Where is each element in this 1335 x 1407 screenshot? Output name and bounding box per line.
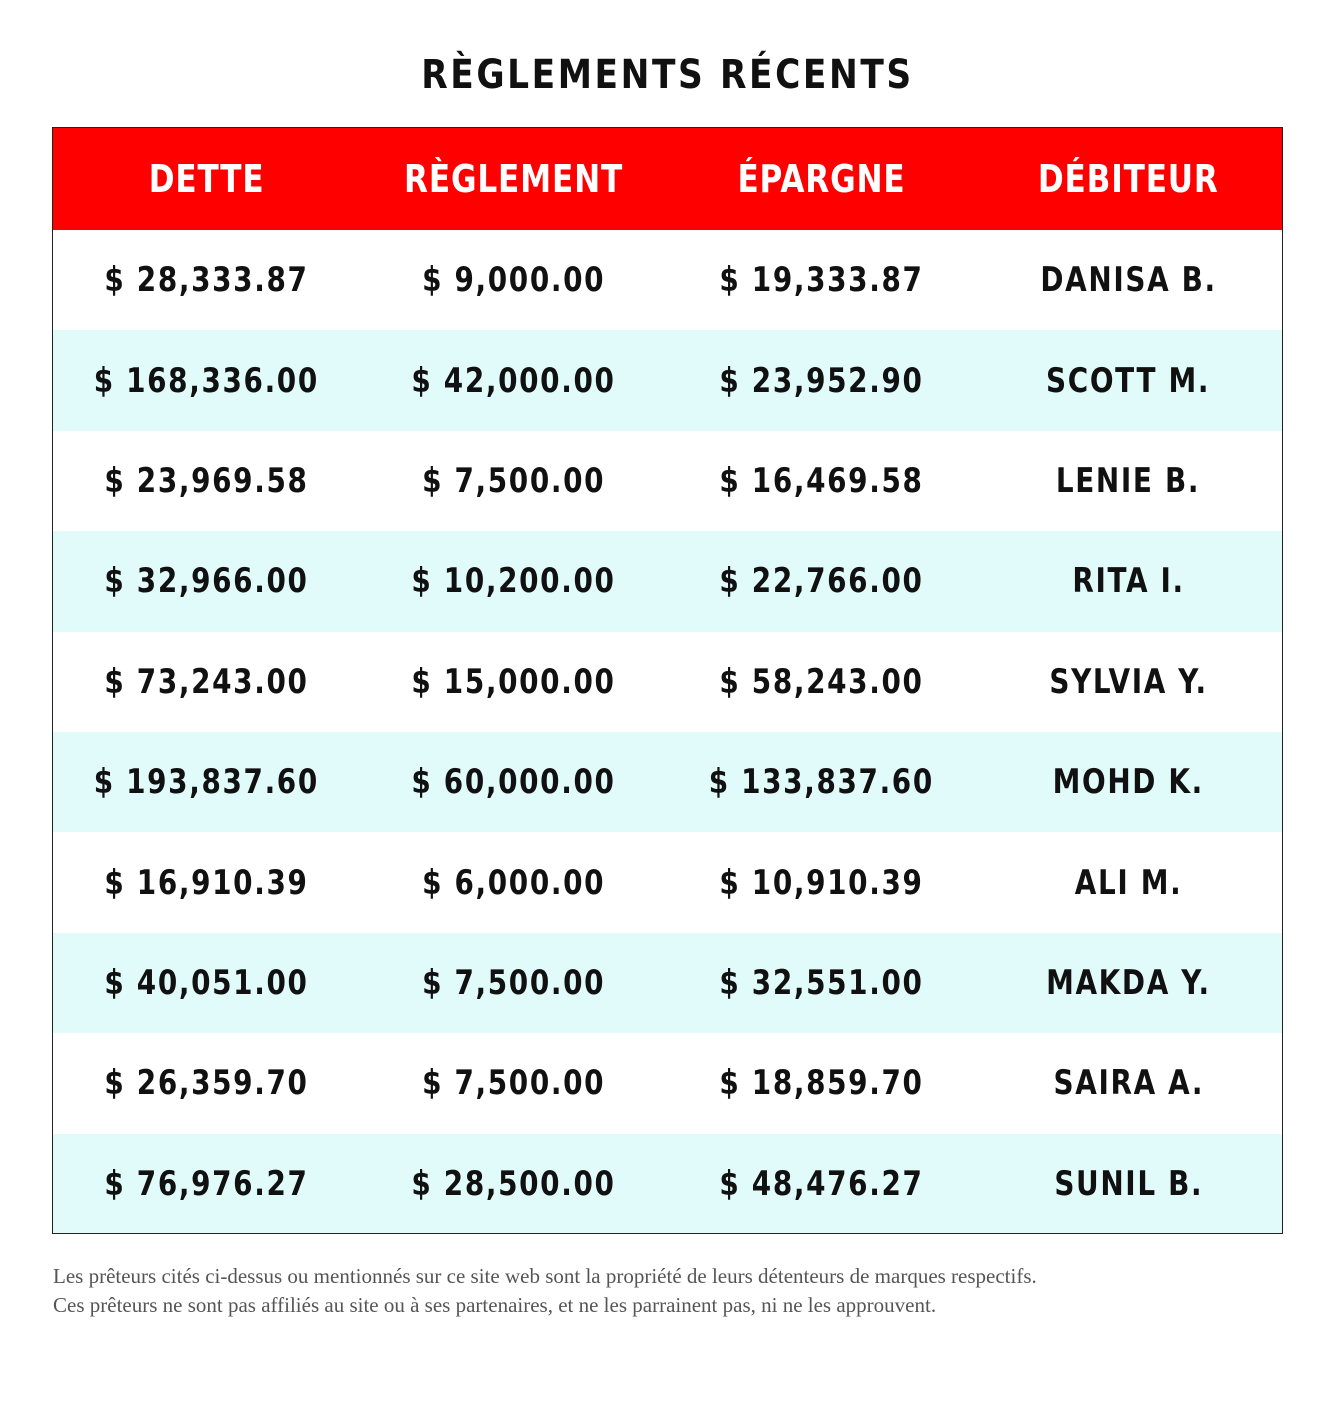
cell-debt-value: $ 23,969.58	[104, 460, 309, 501]
cell-debt	[53, 832, 360, 932]
cell-debtor	[975, 1134, 1282, 1234]
header-debtor	[975, 128, 1282, 230]
cell-savings	[668, 1134, 975, 1234]
cell-debt-value: $ 32,966.00	[104, 561, 309, 602]
cell-settlement	[360, 933, 667, 1033]
cell-settlement	[360, 230, 667, 330]
cell-savings-value: $ 58,243.00	[719, 661, 924, 702]
cell-debtor-value: MAKDA Y.	[1046, 962, 1211, 1003]
cell-debt	[53, 732, 360, 832]
table-row	[53, 1033, 1282, 1133]
cell-debtor	[975, 632, 1282, 732]
cell-settlement	[360, 1134, 667, 1234]
header-savings	[668, 128, 975, 230]
cell-savings-value: $ 48,476.27	[719, 1163, 924, 1204]
table-row	[53, 330, 1282, 430]
table-row	[53, 431, 1282, 531]
cell-savings-value: $ 22,766.00	[719, 561, 924, 602]
cell-savings	[668, 230, 975, 330]
table-row	[53, 632, 1282, 732]
page-title: RÈGLEMENTS RÉCENTS	[421, 52, 914, 98]
cell-debtor	[975, 531, 1282, 631]
cell-settlement-value: $ 15,000.00	[411, 661, 616, 702]
cell-savings	[668, 531, 975, 631]
disclaimer	[53, 1262, 1293, 1320]
cell-debtor-value: MOHD K.	[1052, 762, 1205, 803]
header-savings-label: ÉPARGNE	[737, 157, 906, 201]
cell-settlement	[360, 632, 667, 732]
cell-debt	[53, 632, 360, 732]
cell-debt-value: $ 28,333.87	[104, 260, 309, 301]
cell-settlement-value: $ 28,500.00	[411, 1163, 616, 1204]
cell-debt-value: $ 16,910.39	[104, 862, 309, 903]
table-row	[53, 1134, 1282, 1234]
table-row	[53, 832, 1282, 932]
cell-settlement-value: $ 6,000.00	[422, 862, 606, 903]
cell-debtor	[975, 832, 1282, 932]
cell-debtor	[975, 1033, 1282, 1133]
disclaimer-line-2: Ces prêteurs ne sont pas affiliés au site ou à ses partenaires, et ne les parrainent pas, ni ne les approuvent.	[53, 1293, 937, 1317]
header-debt-label: DETTE	[148, 157, 265, 201]
header-settlement	[360, 128, 667, 230]
table-header-row	[53, 128, 1282, 230]
cell-debt	[53, 431, 360, 531]
cell-debt-value: $ 76,976.27	[104, 1163, 309, 1204]
cell-settlement	[360, 732, 667, 832]
cell-settlement	[360, 330, 667, 430]
cell-settlement-value: $ 9,000.00	[422, 260, 606, 301]
disclaimer-line-1: Les prêteurs cités ci-dessus ou mentionnés sur ce site web sont la propriété de leurs détenteurs de marques respectifs.	[53, 1264, 1037, 1288]
cell-settlement	[360, 832, 667, 932]
cell-debt	[53, 531, 360, 631]
cell-settlement-value: $ 10,200.00	[411, 561, 616, 602]
cell-debt-value: $ 40,051.00	[104, 962, 309, 1003]
header-debtor-label: DÉBITEUR	[1037, 157, 1219, 201]
cell-debtor-value: SUNIL B.	[1053, 1163, 1203, 1204]
cell-savings-value: $ 23,952.90	[719, 360, 924, 401]
cell-savings-value: $ 16,469.58	[719, 460, 924, 501]
cell-savings	[668, 1033, 975, 1133]
cell-savings	[668, 431, 975, 531]
cell-debtor	[975, 230, 1282, 330]
cell-debt	[53, 933, 360, 1033]
cell-debtor-value: SAIRA A.	[1053, 1063, 1204, 1104]
cell-savings	[668, 732, 975, 832]
table-row	[53, 230, 1282, 330]
cell-debt-value: $ 168,336.00	[94, 360, 320, 401]
cell-settlement	[360, 1033, 667, 1133]
cell-savings	[668, 632, 975, 732]
cell-debtor-value: LENIE B.	[1056, 460, 1201, 501]
cell-savings	[668, 933, 975, 1033]
cell-settlement-value: $ 60,000.00	[411, 762, 616, 803]
cell-debtor	[975, 330, 1282, 430]
cell-debtor-value: SCOTT M.	[1046, 360, 1211, 401]
cell-debt	[53, 1134, 360, 1234]
cell-savings	[668, 832, 975, 932]
cell-debtor-value: SYLVIA Y.	[1049, 661, 1208, 702]
cell-savings	[668, 330, 975, 430]
header-debt	[53, 128, 360, 230]
cell-settlement-value: $ 7,500.00	[422, 1063, 606, 1104]
table-row	[53, 732, 1282, 832]
cell-savings-value: $ 10,910.39	[719, 862, 924, 903]
cell-debt	[53, 330, 360, 430]
cell-savings-value: $ 18,859.70	[719, 1063, 924, 1104]
cell-settlement	[360, 431, 667, 531]
cell-debtor	[975, 431, 1282, 531]
cell-savings-value: $ 133,837.60	[708, 762, 934, 803]
table-row	[53, 933, 1282, 1033]
table-row	[53, 531, 1282, 631]
cell-settlement-value: $ 7,500.00	[422, 962, 606, 1003]
cell-debt-value: $ 26,359.70	[104, 1063, 309, 1104]
cell-savings-value: $ 32,551.00	[719, 962, 924, 1003]
cell-debt	[53, 230, 360, 330]
cell-debt-value: $ 193,837.60	[94, 762, 320, 803]
cell-debtor-value: RITA I.	[1072, 561, 1185, 602]
cell-settlement-value: $ 7,500.00	[422, 460, 606, 501]
cell-debt-value: $ 73,243.00	[104, 661, 309, 702]
cell-debt	[53, 1033, 360, 1133]
cell-savings-value: $ 19,333.87	[719, 260, 924, 301]
header-settlement-label: RÈGLEMENT	[404, 157, 624, 201]
cell-settlement-value: $ 42,000.00	[411, 360, 616, 401]
cell-settlement	[360, 531, 667, 631]
table-body	[53, 230, 1282, 1234]
cell-debtor	[975, 732, 1282, 832]
cell-debtor-value: ALI M.	[1074, 862, 1183, 903]
cell-debtor-value: DANISA B.	[1040, 260, 1217, 301]
settlements-table	[52, 127, 1283, 1234]
cell-debtor	[975, 933, 1282, 1033]
